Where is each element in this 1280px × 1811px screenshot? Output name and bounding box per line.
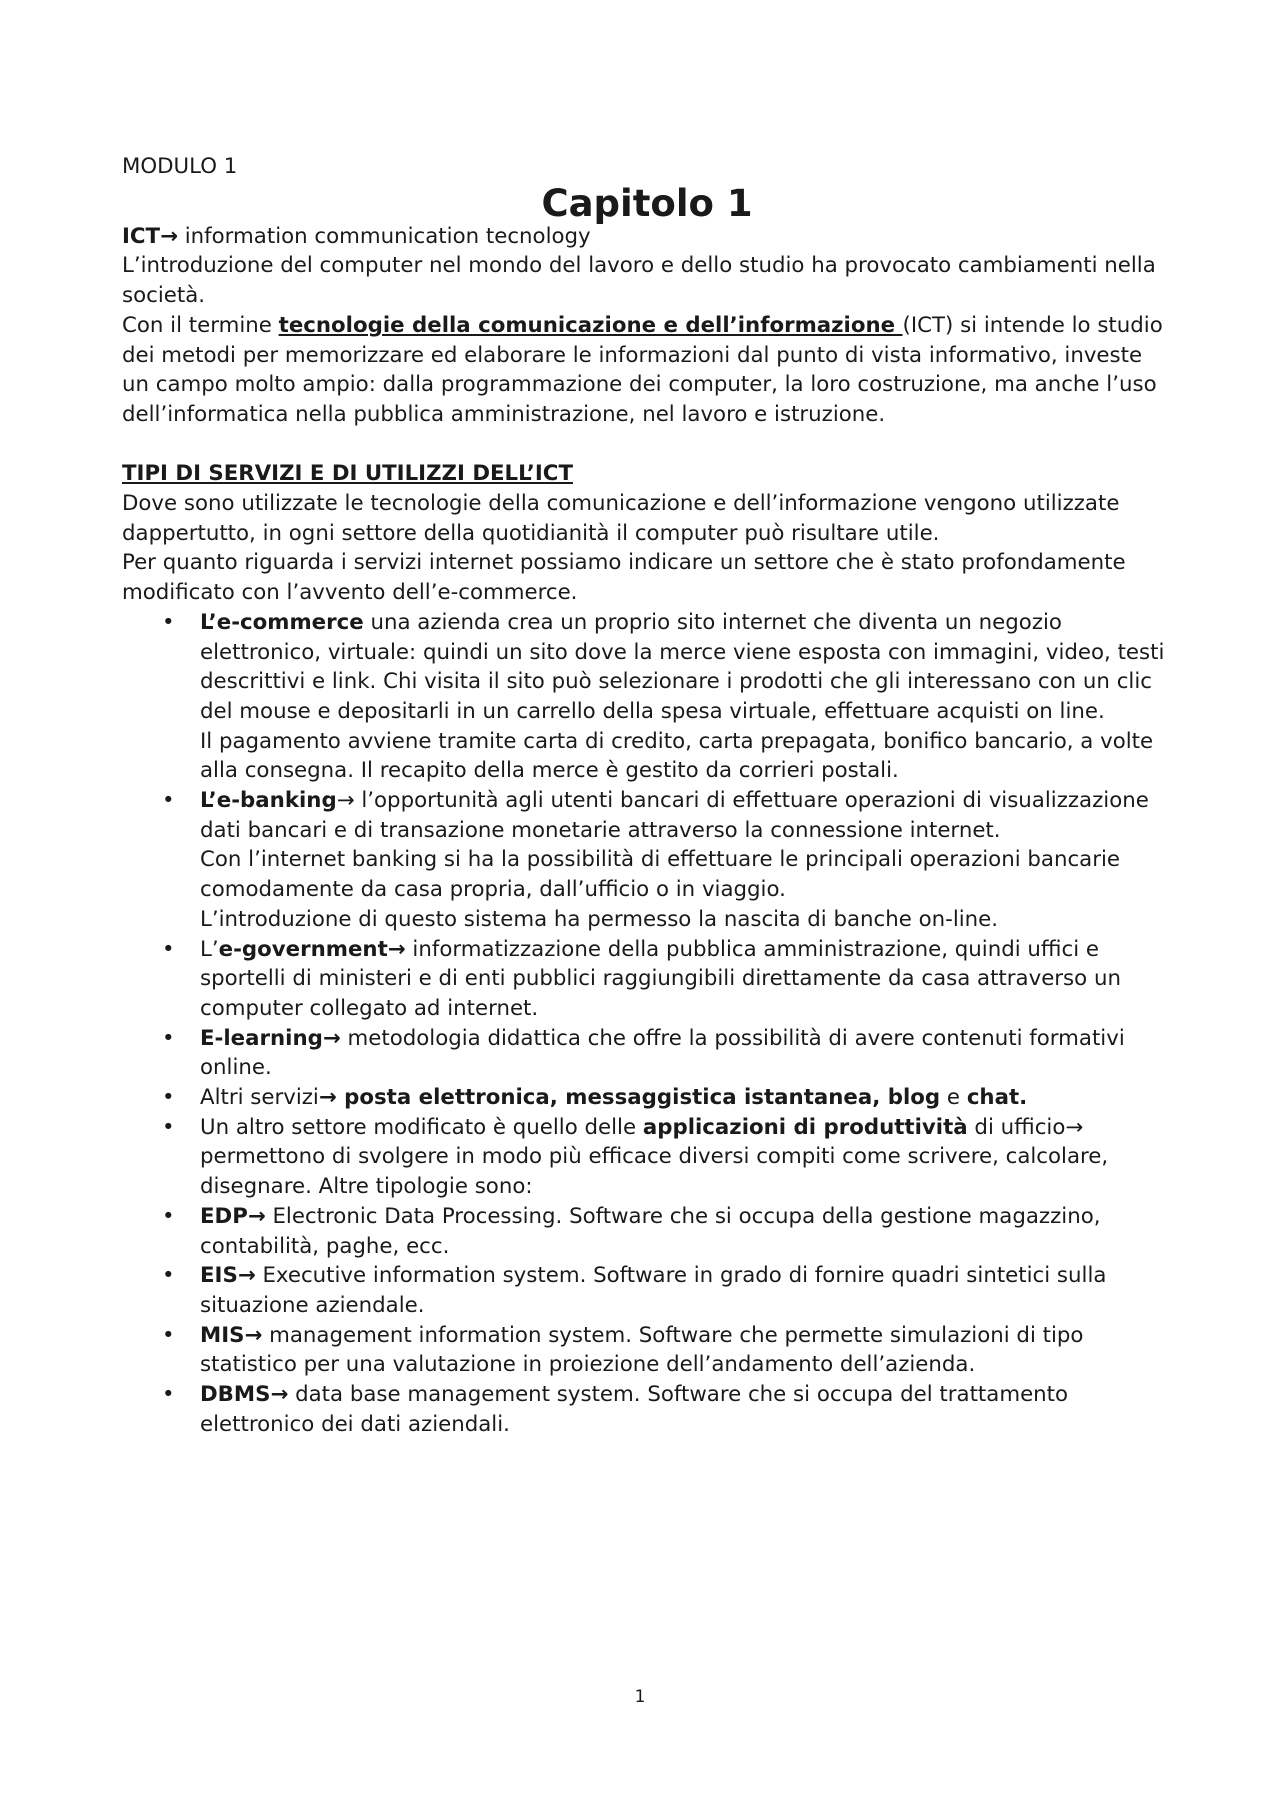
definition-after: (ICT) si intende lo studio dei metodi per memorizzare ed elaborare le informazioni dal punto di vista informativo, investe un campo molto ampio: dalla programmazione dei computer, la loro costruzione, ma anche l’uso dell’informatica nella pubblica amministrazione, nel lavoro e istruzione. <box>122 312 1163 427</box>
ebanking-text-3: L’introduzione di questo sistema ha permesso la nascita di banche on-line. <box>200 906 999 932</box>
mis-term: MIS <box>200 1322 245 1348</box>
list-item-eis <box>122 1261 1172 1320</box>
altri-term-2: chat. <box>966 1085 1028 1111</box>
ict-line <box>122 222 1172 252</box>
list-item-ecommerce <box>122 608 1172 786</box>
arrow-icon: → <box>247 1203 266 1229</box>
definition-paragraph <box>122 311 1172 430</box>
section-paragraph-1: Dove sono utilizzate le tecnologie della comunicazione e dell’informazione vengono utilizzate dappertutto, in ogni settore della quotidianità il computer può risultare utile. <box>122 491 1120 546</box>
egov-prefix: L’ <box>200 936 219 962</box>
altri-prefix: Altri servizi <box>200 1085 319 1111</box>
module-label: MODULO 1 <box>122 154 238 179</box>
ebanking-text: l’opportunità agli utenti bancari di effettuare operazioni di visualizzazione dati bancari e di transazione monetarie attraverso la connessione internet. <box>200 788 1149 843</box>
arrow-icon: → <box>322 1025 341 1051</box>
list-item-produttivita <box>122 1113 1172 1202</box>
arrow-icon: → <box>160 223 178 249</box>
dbms-term: DBMS <box>200 1382 271 1408</box>
ebanking-term: L’e-banking <box>200 788 337 814</box>
produttivita-mid: di ufficio <box>967 1114 1066 1140</box>
egov-term: e-government <box>218 936 388 962</box>
produttivita-text: permettono di svolgere in modo più efficace diversi compiti come scrivere, calcolare, disegnare. Altre tipologie sono: <box>200 1144 1109 1200</box>
altri-mid: e <box>940 1085 967 1111</box>
section-paragraph-2: Per quanto riguarda i servizi internet possiamo indicare un settore che è stato profondamente modificato con l’avvento dell’e-commerce. <box>122 550 1126 606</box>
eis-term: EIS <box>200 1263 238 1289</box>
ecommerce-text: una azienda crea un proprio sito internet che diventa un negozio elettronico, virtuale: quindi un sito dove la merce viene esposta con immagini, video, testi descrittivi e link. Chi visita il sito può selezionare i prodotti che gli interessano con un clic del mouse e depositarli in un carrello della spesa virtuale, effettuare acquisti on line. <box>200 609 1165 724</box>
definition-before: Con il termine <box>122 312 279 338</box>
spacer <box>122 430 1172 460</box>
arrow-icon: → <box>1065 1114 1084 1140</box>
page-number: 1 <box>634 1687 646 1707</box>
ecommerce-term: L’e-commerce <box>200 609 364 635</box>
altri-term: posta elettronica, messaggistica istantanea, blog <box>336 1085 941 1111</box>
ecommerce-text-2: Il pagamento avviene tramite carta di credito, carta prepagata, bonifico bancario, a volte alla consegna. Il recapito della merce è gestito da corrieri postali. <box>200 728 1154 784</box>
mis-text: management information system. Software che permette simulazioni di tipo statistico per una valutazione in proiezione dell’andamento dell’azienda. <box>200 1322 1084 1378</box>
list-item-egovernment <box>122 935 1172 1024</box>
list-item-dbms <box>122 1380 1172 1439</box>
document-page <box>122 152 1172 1440</box>
list-item-edp <box>122 1202 1172 1261</box>
definition-term: tecnologie della comunicazione e dell’informazione <box>278 312 903 338</box>
arrow-icon: → <box>237 1263 256 1289</box>
arrow-icon: → <box>336 788 355 814</box>
list-item-elearning <box>122 1024 1172 1083</box>
arrow-icon: → <box>270 1382 289 1408</box>
dbms-text: data base management system. Software che si occupa del trattamento elettronico dei dati aziendali. <box>200 1382 1069 1437</box>
ict-term: ICT <box>122 223 161 249</box>
produttivita-term: applicazioni di produttività <box>642 1114 968 1140</box>
egov-text: informatizzazione della pubblica amministrazione, quindi uffici e sportelli di ministeri e di enti pubblici raggiungibili direttamente da casa attraverso un computer collegato ad internet. <box>200 936 1121 1021</box>
arrow-icon: → <box>387 936 406 962</box>
intro-paragraph: L’introduzione del computer nel mondo del lavoro e dello studio ha provocato cambiamenti nella società. <box>122 253 1156 309</box>
ict-definition: information communication tecnology <box>177 223 591 249</box>
edp-term: EDP <box>200 1203 248 1229</box>
arrow-icon: → <box>244 1322 263 1348</box>
eis-text: Executive information system. Software in grado di fornire quadri sintetici sulla situazione aziendale. <box>200 1263 1107 1318</box>
elearning-term: E-learning <box>200 1025 323 1051</box>
arrow-icon: → <box>318 1085 337 1111</box>
list-item-mis <box>122 1321 1172 1380</box>
elearning-text: metodologia didattica che offre la possibilità di avere contenuti formativi online. <box>200 1025 1125 1081</box>
ebanking-text-2: Con l’internet banking si ha la possibilità di effettuare le principali operazioni bancarie comodamente da casa propria, dall’ufficio o in viaggio. <box>200 847 1120 903</box>
section-title: TIPI DI SERVIZI E DI UTILIZZI DELL’ICT <box>122 461 573 487</box>
list-item-altri-servizi <box>122 1083 1172 1113</box>
chapter-title: Capitolo 1 <box>541 181 753 225</box>
list-item-ebanking <box>122 786 1172 935</box>
services-list <box>122 608 1172 1440</box>
produttivita-prefix: Un altro settore modificato è quello delle <box>200 1114 643 1140</box>
edp-text: Electronic Data Processing. Software che si occupa della gestione magazzino, contabilità, paghe, ecc. <box>200 1203 1101 1259</box>
